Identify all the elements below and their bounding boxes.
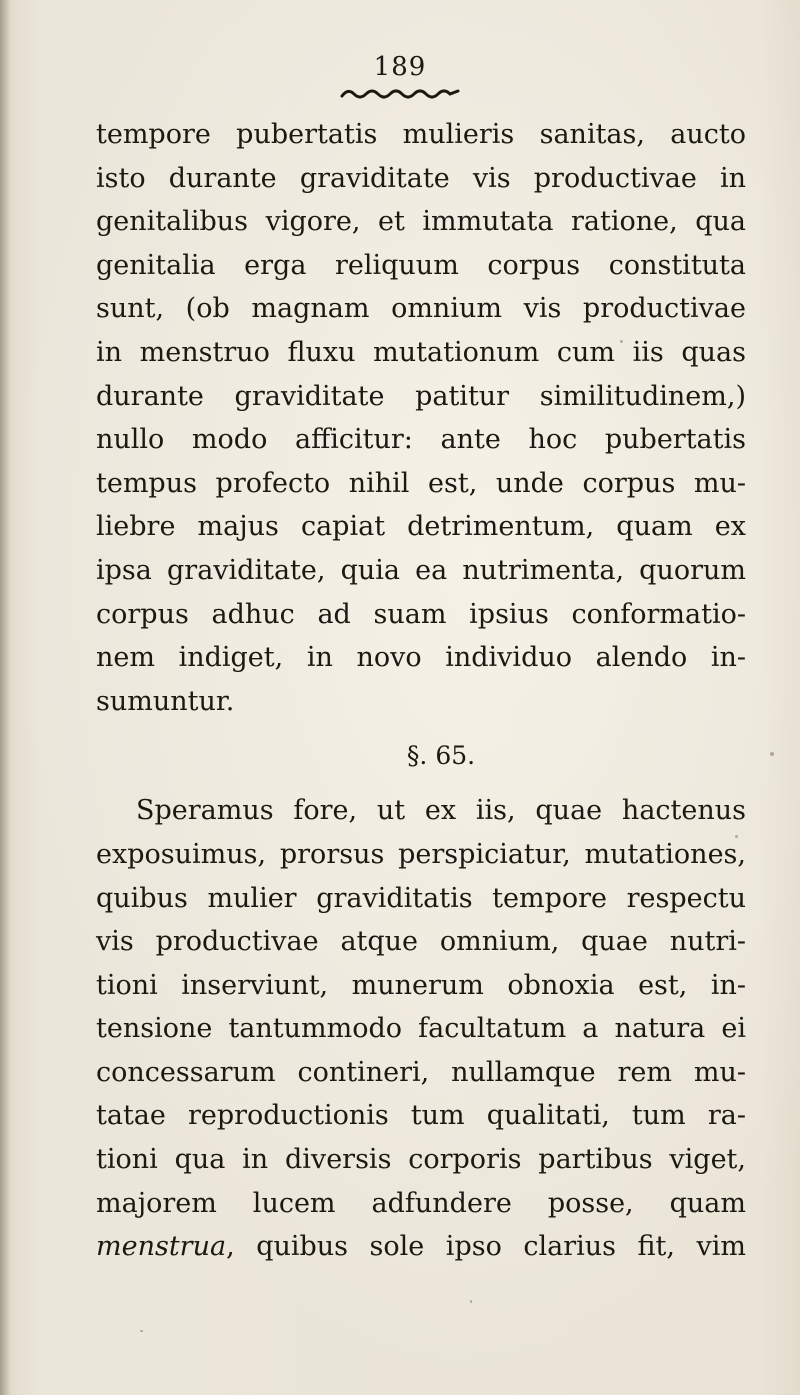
paper-speck — [140, 1330, 143, 1332]
body-text — [96, 113, 746, 1269]
text-line-final — [96, 1225, 746, 1269]
text-line: tioni qua in diversis corporis partibus viget, — [96, 1144, 746, 1176]
text-line: corpus adhuc ad suam ipsius conformatio- — [96, 598, 746, 630]
paper-speck — [735, 835, 738, 838]
text-line: liebre majus capiat detrimentum, quam ex — [96, 511, 746, 543]
text-line: isto durante graviditate vis productivae in — [96, 162, 746, 194]
text-line: in menstruo fluxu mutationum cum iis quas — [96, 336, 746, 368]
text-line: tempus profecto nihil est, unde corpus mu- — [96, 467, 746, 499]
text-line: sumuntur. — [96, 685, 235, 717]
text-line: majorem lucem adfundere posse, quam — [96, 1187, 746, 1219]
italic-word: menstrua — [96, 1231, 227, 1263]
text-line: exposuimus, prorsus perspiciatur, mutationes, — [96, 838, 746, 870]
text-line: tioni inserviunt, munerum obnoxia est, in- — [96, 969, 746, 1001]
wavy-rule-icon — [340, 87, 460, 101]
text-line: durante graviditate patitur similitudinem,) — [96, 380, 746, 412]
paragraph-2 — [96, 789, 746, 1269]
wavy-rule-ornament — [0, 86, 800, 102]
paper-speck — [470, 1300, 472, 1303]
gutter-shadow — [0, 0, 10, 1395]
text-line: concessarum contineri, nullamque rem mu- — [96, 1056, 746, 1088]
text-line: genitalia erga reliquum corpus constituta — [96, 249, 746, 281]
text-line: ipsa graviditate, quia ea nutrimenta, quorum — [96, 554, 746, 586]
text-line: sunt, (ob magnam omnium vis productivae — [96, 293, 746, 325]
section-heading: §. 65. — [406, 741, 476, 771]
text-line: vis productivae atque omnium, quae nutri- — [96, 926, 746, 958]
text-line: Speramus fore, ut ex iis, quae hactenus — [136, 795, 746, 827]
text-line-rest: , quibus sole ipso clarius fit, vim — [226, 1231, 746, 1263]
text-line: quibus mulier graviditatis tempore respectu — [96, 882, 746, 914]
text-line: tempore pubertatis mulieris sanitas, aucto — [96, 119, 746, 150]
paper-speck — [620, 340, 623, 343]
text-line: tatae reproductionis tum qualitati, tum ra- — [96, 1100, 746, 1132]
text-line: genitalibus vigore, et immutata ratione, qua — [96, 206, 746, 238]
text-line: nullo modo afficitur: ante hoc pubertatis — [96, 424, 746, 456]
text-line: nem indiget, in novo individuo alendo in- — [96, 642, 746, 674]
paragraph-1 — [96, 113, 746, 723]
text-line: tensione tantummodo facultatum a natura ei — [96, 1013, 746, 1045]
paper-speck — [770, 752, 774, 756]
page-number: 189 — [373, 52, 427, 82]
